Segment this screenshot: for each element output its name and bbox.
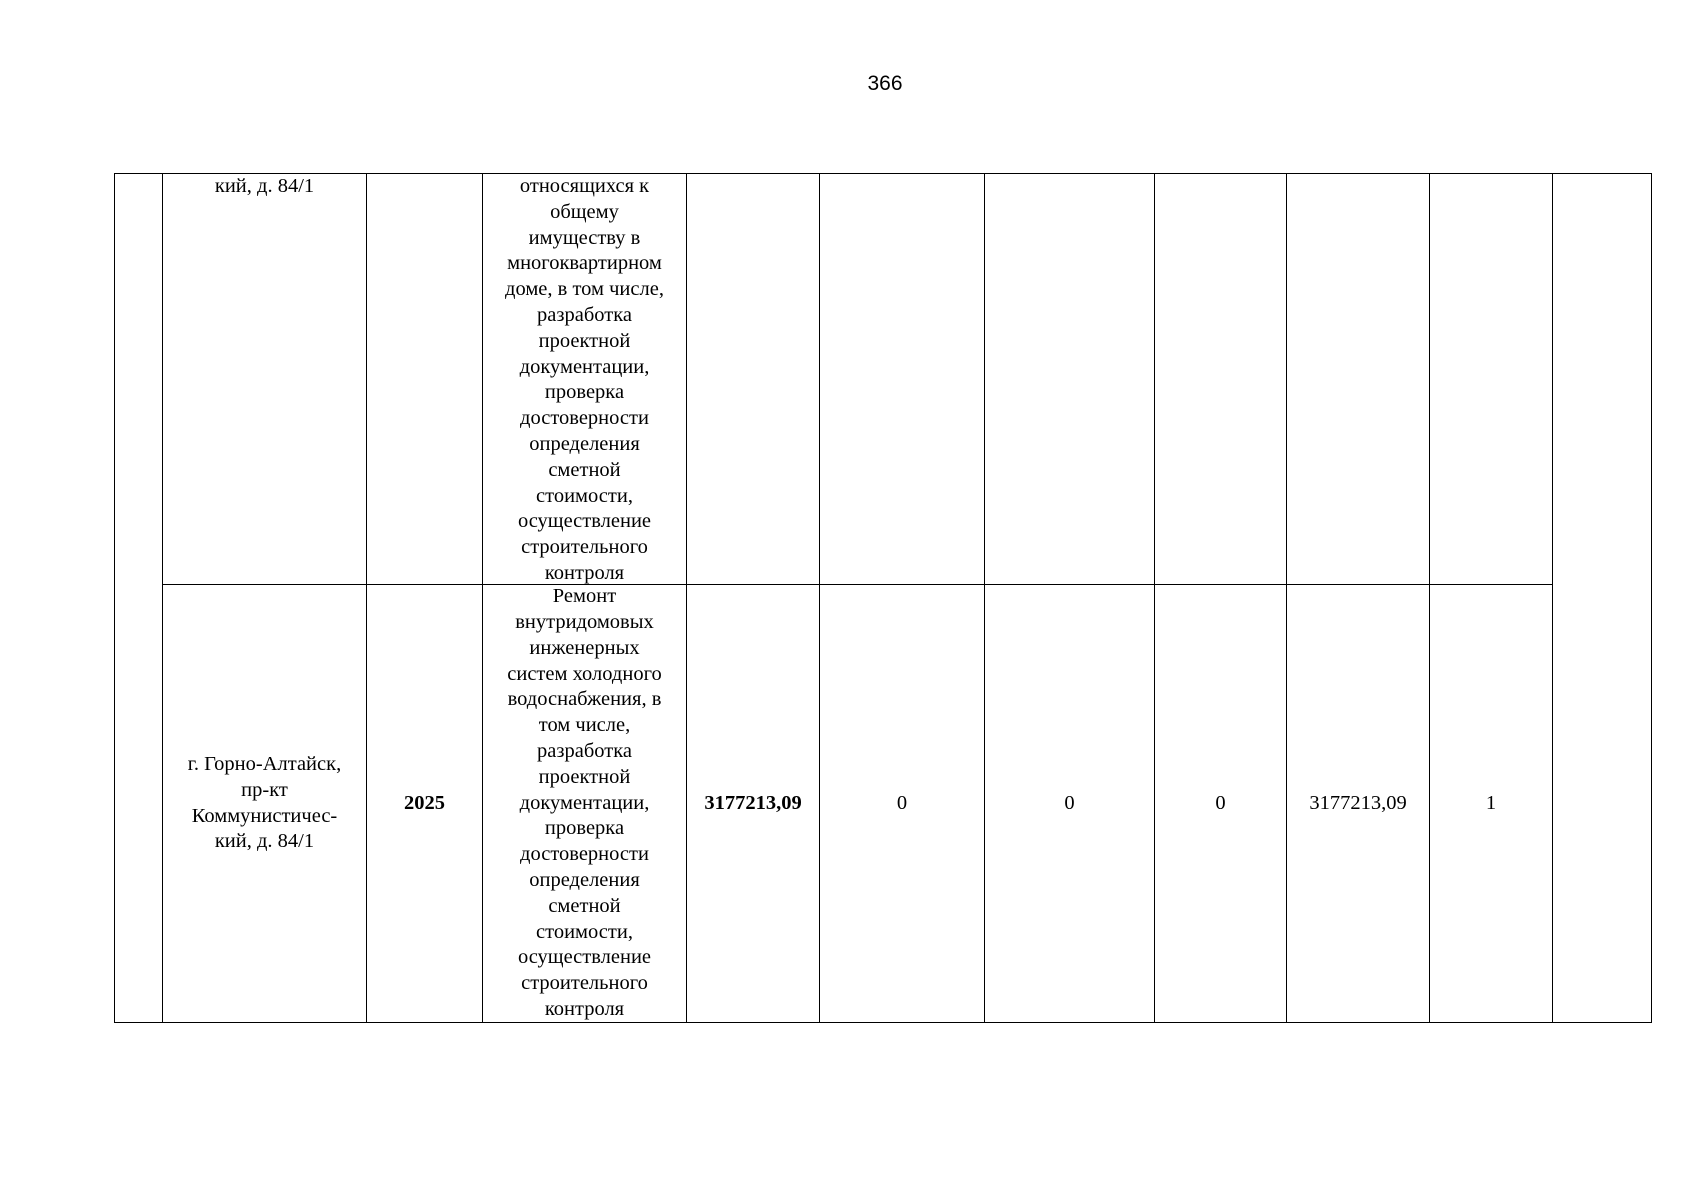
table-cell-value: 1	[1485, 791, 1497, 814]
table-cell-value	[1287, 174, 1429, 584]
table-cell-total	[687, 174, 819, 584]
table-cell-value: 3177213,09	[1309, 791, 1407, 814]
table-cell-value	[820, 174, 984, 584]
table-right-border	[1651, 173, 1652, 1023]
table-cell-year: 2025	[404, 791, 445, 814]
table-cell-address: кий, д. 84/1	[214, 175, 315, 197]
table-cell-value	[985, 174, 1154, 584]
column-divider	[1552, 173, 1553, 1023]
table-left-border	[114, 173, 115, 1023]
table-cell-value: 0	[1215, 791, 1226, 814]
table-cell-value: 0	[1064, 791, 1075, 814]
table-cell-year	[367, 174, 482, 584]
table-cell-total: 3177213,09	[704, 791, 802, 814]
table-cell-work-description: Ремонт внутридомовых инженерных систем холодного водоснабжения, в том числе, разработка проектной документации, проверка достоверности определения сметной стоимости, осуществление строительного контроля	[507, 585, 662, 1020]
page-number: 366	[867, 72, 903, 95]
table-cell-value	[1155, 174, 1286, 584]
table-cell-value	[1430, 174, 1552, 584]
table-cell-address: г. Горно-Алтайск, пр-кт Коммунистичес- кий, д. 84/1	[187, 752, 342, 853]
table-cell-work-description: относящихся к общему имуществу в многоквартирном доме, в том числе, разработка проектной документации, проверка достоверности определения сметной стоимости, осуществление строительного контроля	[505, 175, 664, 584]
table-bottom-border	[114, 1022, 1652, 1023]
table-cell-value: 0	[896, 791, 908, 814]
